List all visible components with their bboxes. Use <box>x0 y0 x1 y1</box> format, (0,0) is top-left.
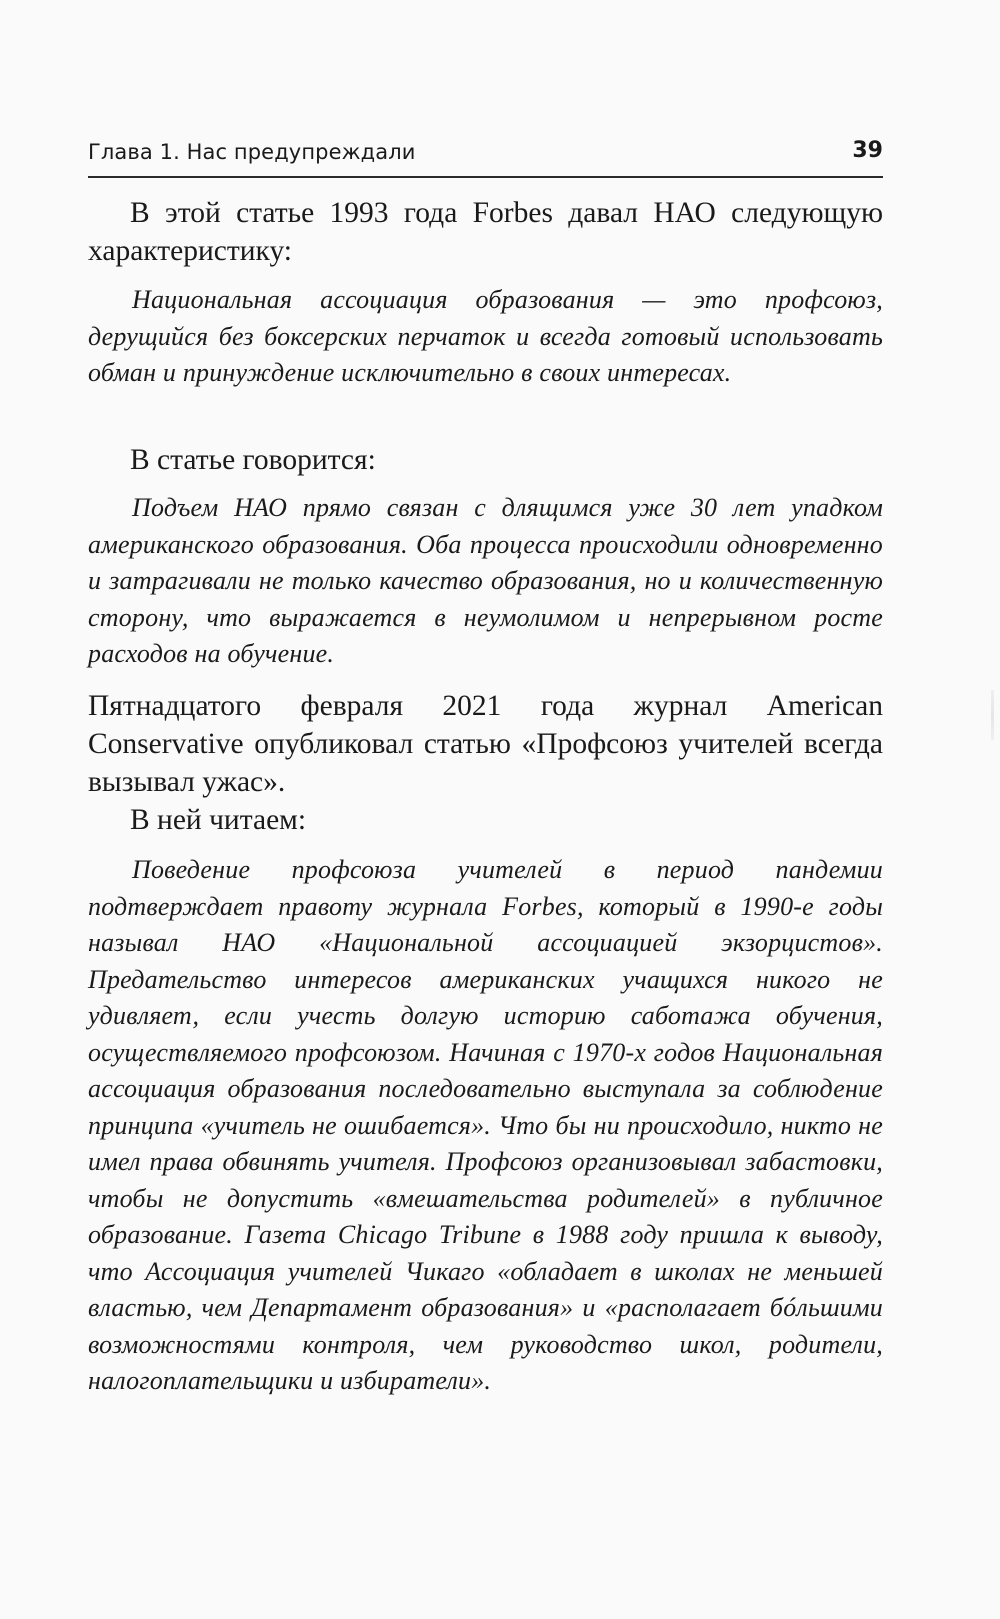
quote-nao-rise: Подъем НАО прямо связан с длящимся уже 30 лет упадком американского образования. Оба процесса происходили одновременно и затрагивали не только качество образования, но и количественную сторону, что выражается в неумолимом и непрерывном росте расходов на обучение. <box>88 493 883 668</box>
chapter-title: Глава 1. Нас предупреждали <box>88 140 416 164</box>
running-header <box>88 130 883 178</box>
page-number: 39 <box>852 138 883 163</box>
paragraph-intro: В этой статье 1993 года Forbes давал НАО следующую характеристику: <box>88 197 883 267</box>
paragraph-american-conservative: Пятнадцатого февраля 2021 года журнал American Conservative опубликовал статью «Профсоюз учителей всегда вызывал ужас». <box>88 690 883 798</box>
quote-forbes-definition: Национальная ассоциация образования — это профсоюз, дерущийся без боксерских перчаток и всегда готовый использовать обман и принуждение исключительно в своих интересах. <box>88 285 883 387</box>
paragraph-article-says: В статье говорится: <box>130 444 376 476</box>
paragraph-we-read: В ней читаем: <box>130 804 307 836</box>
quote-teachers-union: Поведение профсоюза учителей в период пандемии подтверждает правоту журнала Forbes, который в 1990-е годы называл НАО «Национальной ассоциацией экзорцистов». Предательство интересов американских учащихся никого не удивляет, если учесть долгую историю саботажа обучения, осуществляемого профсоюзом. Начиная с 1970-х годов Национальная ассоциация образования последовательно выступала за соблюдение принципа «учитель не ошибается». Что бы ни происходило, никто не имел права обвинять учителя. Профсоюз организовывал забастовки, чтобы не допустить «вмешательства родителей» в публичное образование. Газета Chicago Tribune в 1988 году пришла к выводу, что Ассоциация учителей Чикаго «обладает в школах не меньшей властью, чем Департамент образования» и «располагает бóльшими возможностями контроля, чем руководство школ, родители, налогоплательщики и избиратели». <box>88 855 883 1395</box>
scan-artifact <box>991 690 994 740</box>
